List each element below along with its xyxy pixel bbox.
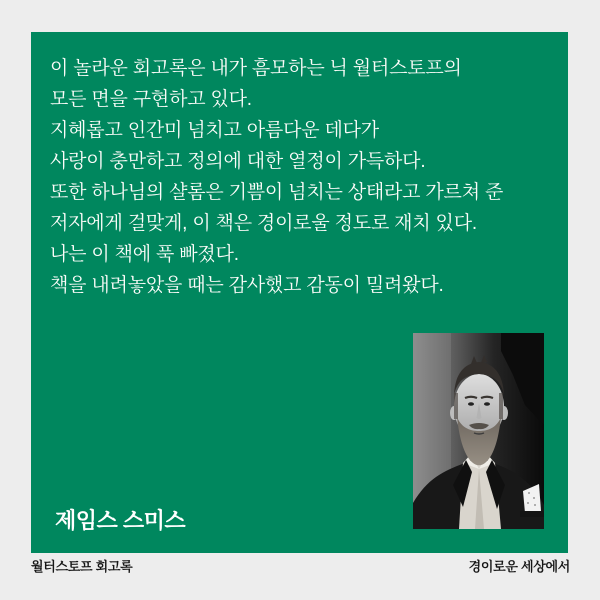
footer-series-title: 경이로운 세상에서: [468, 559, 570, 574]
quote-line: 모든 면을 구현하고 있다.: [50, 89, 252, 110]
author-name: 제임스 스미스: [55, 508, 186, 533]
quote-line: 또한 하나님의 샬롬은 기쁨이 넘치는 상태라고 가르쳐 준: [50, 182, 504, 203]
quote-line: 사랑이 충만하고 정의에 대한 열정이 가득하다.: [50, 151, 426, 172]
quote-line: 나는 이 책에 푹 빠졌다.: [50, 244, 239, 265]
quote-card: [31, 32, 568, 553]
quote-line: 저자에게 걸맞게, 이 책은 경이로울 정도로 재치 있다.: [50, 213, 477, 234]
quote-line: 책을 내려놓았을 때는 감사했고 감동이 밀려왔다.: [50, 275, 444, 296]
author-photo: [413, 333, 544, 529]
footer-book-title: 월터스토프 회고록: [31, 559, 133, 574]
quote-text-block: [50, 53, 550, 301]
quote-line: 이 놀라운 회고록은 내가 흠모하는 닉 월터스토프의: [50, 58, 462, 79]
quote-line: 지혜롭고 인간미 넘치고 아름다운 데다가: [50, 120, 379, 141]
portrait-illustration: [413, 333, 544, 529]
